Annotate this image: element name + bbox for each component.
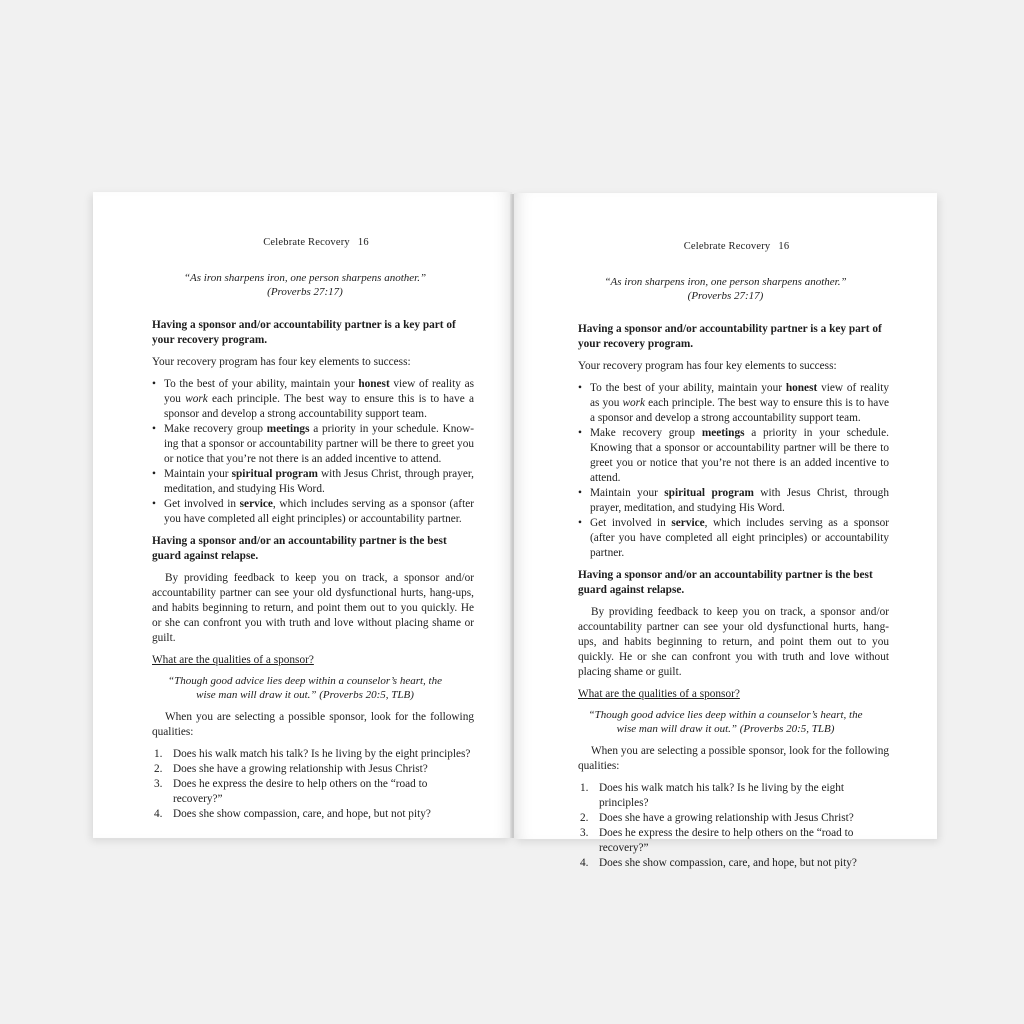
section-heading-relapse: Having a sponsor and/or an accountability partner is the best guard against relapse. xyxy=(152,535,447,562)
item-mid: view of reality as you xyxy=(164,378,474,405)
quality-number: 2. xyxy=(154,763,163,775)
item-italic: work xyxy=(185,393,208,405)
quality-number: 4. xyxy=(154,808,163,820)
quality-text: Does his walk match his talk? Is he living by the eight principles? xyxy=(173,748,471,760)
item-post: , which includes serving as a sponsor (after you have completed all eight principles) or accountability partner. xyxy=(590,517,889,559)
bullet-icon: • xyxy=(578,382,582,394)
item-post: a priority in your schedule. Knowing that a sponsor or accountability partner will be there to greet you or notice that you’re not there is an added incentive to attend. xyxy=(590,427,889,484)
quality-number: 1. xyxy=(154,748,163,760)
qualities-list xyxy=(152,747,474,822)
item-post: with Jesus Christ, through prayer, meditation, and studying His Word. xyxy=(590,487,889,514)
epigraph-citation: (Proverbs 27:17) xyxy=(687,290,764,302)
quality-text: Does she have a growing relationship with Jesus Christ? xyxy=(173,763,428,775)
bullet-icon: • xyxy=(152,468,156,480)
item-pre: Maintain your xyxy=(164,468,232,480)
item-pre: To the best of your ability, maintain your xyxy=(590,382,786,394)
quality-number: 1. xyxy=(580,782,589,794)
key-element-item xyxy=(578,516,889,561)
qualities-list xyxy=(578,781,889,871)
key-element-item xyxy=(152,422,474,467)
intro-paragraph: Your recovery program has four key elements to success: xyxy=(578,360,837,372)
quality-number: 3. xyxy=(154,778,163,790)
selecting-paragraph: When you are selecting a possible sponsor, look for the following qualities: xyxy=(152,711,474,738)
item-pre: Make recovery group xyxy=(164,423,267,435)
selecting-paragraph: When you are selecting a possible sponsor, look for the following qualities: xyxy=(578,745,889,772)
item-pre: To the best of your ability, maintain your xyxy=(164,378,359,390)
quality-item xyxy=(578,856,889,871)
running-header xyxy=(578,241,889,252)
key-element-item xyxy=(152,377,474,422)
item-bold: meetings xyxy=(266,423,310,435)
item-post: with Jesus Christ, through prayer, meditation, and studying His Word. xyxy=(164,468,474,495)
bullet-icon: • xyxy=(578,517,582,529)
item-bold: spiritual program xyxy=(664,487,754,499)
item-post: a priority in your schedule. Knowing that a sponsor or accountability partner will be there to greet you or notice that you’re not there is an added incentive to attend. xyxy=(164,423,474,465)
quality-item xyxy=(152,747,474,762)
item-bold: service xyxy=(671,517,705,529)
quality-text: Does she show compassion, care, and hope, but not pity? xyxy=(173,808,431,820)
quality-item xyxy=(578,826,889,856)
quality-text: Does she have a growing relationship with Jesus Christ? xyxy=(599,812,854,824)
intro-paragraph: Your recovery program has four key elements to success: xyxy=(152,356,411,368)
epigraph-quote: “As iron sharpens iron, one person sharpens another.” xyxy=(183,272,427,284)
item-mid: view of reality as you xyxy=(590,382,889,409)
item-post: , which includes serving as a sponsor (after you have completed all eight principles) or accountability partner. xyxy=(164,498,474,525)
key-element-item xyxy=(152,467,474,497)
left-page xyxy=(93,192,512,838)
bullet-icon: • xyxy=(152,423,156,435)
item-bold: meetings xyxy=(701,427,745,439)
item-pre: Get involved in xyxy=(590,517,672,529)
section-heading-relapse: Having a sponsor and/or an accountability partner is the best guard against relapse. xyxy=(578,569,873,596)
qualities-subheading: What are the qualities of a sponsor? xyxy=(152,654,314,666)
bullet-icon: • xyxy=(578,487,582,499)
quality-number: 2. xyxy=(580,812,589,824)
page-number: 16 xyxy=(357,237,369,248)
item-pre: Maintain your xyxy=(590,487,665,499)
section-heading-key-part: Having a sponsor and/or accountability partner is a key part of your recovery program. xyxy=(152,319,456,346)
header-title: Celebrate Recovery xyxy=(263,237,350,248)
running-header xyxy=(152,237,474,248)
key-elements-list xyxy=(578,381,889,561)
quality-number: 3. xyxy=(580,827,589,839)
counselor-quote: “Though good advice lies deep within a counselor’s heart, the wise man will draw it out.” (Proverbs 20:5, TLB) xyxy=(168,675,442,701)
quality-item xyxy=(152,777,474,807)
epigraph-citation: (Proverbs 27:17) xyxy=(267,286,343,298)
item-pre: Make recovery group xyxy=(590,427,702,439)
key-elements-list xyxy=(152,377,474,527)
key-element-item xyxy=(578,426,889,486)
key-element-item xyxy=(578,486,889,516)
item-bold: service xyxy=(239,498,273,510)
header-title: Celebrate Recovery xyxy=(683,241,771,252)
bullet-icon: • xyxy=(152,378,156,390)
item-bold: spiritual program xyxy=(231,468,318,480)
key-element-item xyxy=(578,381,889,426)
quality-item xyxy=(152,807,474,822)
item-post: each principle. The best way to ensure this is to have a sponsor and develop a strong accountability support team. xyxy=(590,397,889,424)
item-italic: work xyxy=(622,397,646,409)
key-element-item xyxy=(152,497,474,527)
epigraph xyxy=(578,275,889,303)
bullet-icon: • xyxy=(152,498,156,510)
page-number: 16 xyxy=(778,241,790,252)
quality-number: 4. xyxy=(580,857,589,869)
quality-item xyxy=(578,781,889,811)
quality-text: Does he express the desire to help others on the “road to recovery?” xyxy=(599,827,854,854)
qualities-subheading: What are the qualities of a sponsor? xyxy=(578,688,740,700)
section-heading-key-part: Having a sponsor and/or accountability partner is a key part of your recovery program. xyxy=(578,323,882,350)
bullet-icon: • xyxy=(578,427,582,439)
quality-text: Does he express the desire to help others on the “road to recovery?” xyxy=(173,778,428,805)
quality-item xyxy=(578,811,889,826)
open-booklet xyxy=(93,190,937,869)
quality-item xyxy=(152,762,474,777)
quality-text: Does his walk match his talk? Is he living by the eight principles? xyxy=(599,782,845,809)
counselor-quote: “Though good advice lies deep within a counselor’s heart, the wise man will draw it out.” (Proverbs 20:5, TLB) xyxy=(588,709,863,735)
item-pre: Get involved in xyxy=(164,498,240,510)
right-page xyxy=(514,193,937,869)
item-bold: honest xyxy=(358,378,390,390)
epigraph-quote: “As iron sharpens iron, one person sharpens another.” xyxy=(604,276,847,288)
item-post: each principle. The best way to ensure this is to have a sponsor and develop a strong accountability support team. xyxy=(164,393,474,420)
feedback-paragraph: By providing feedback to keep you on track, a sponsor and/or accountability partner can see your old dysfunctional hurts, hang-ups, and habits beginning to return, and point them out to you quickly. He or she can confront you with truth and love without placing shame or guilt. xyxy=(152,572,474,644)
feedback-paragraph: By providing feedback to keep you on track, a sponsor and/or accountability partner can see your old dysfunctional hurts, hang-ups, and habits beginning to return, and point them out to you quickly. He or she can confront you with truth and love without placing shame or guilt. xyxy=(578,606,889,678)
epigraph xyxy=(152,271,474,299)
item-bold: honest xyxy=(785,382,818,394)
quality-text: Does she show compassion, care, and hope, but not pity? xyxy=(599,857,857,869)
